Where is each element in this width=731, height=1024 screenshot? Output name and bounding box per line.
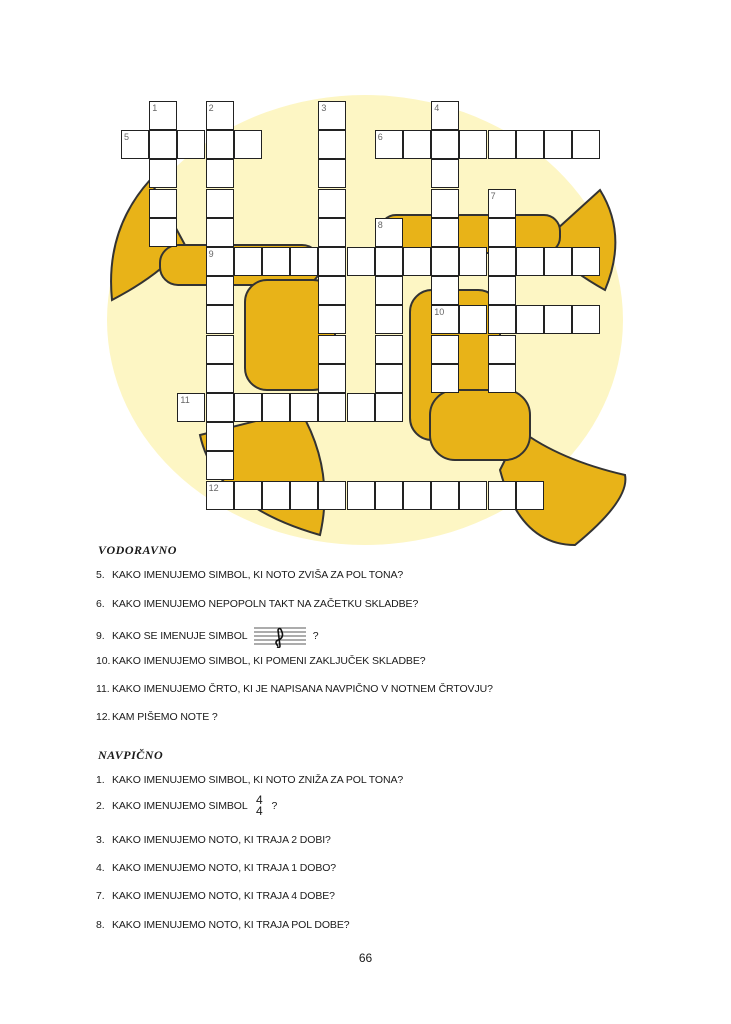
clue-number-label: 1 <box>152 103 158 113</box>
crossword-cell[interactable] <box>318 101 346 130</box>
page-number: 66 <box>358 951 373 965</box>
crossword-cell[interactable] <box>459 481 487 510</box>
clue-number-label: 6 <box>377 132 383 143</box>
crossword-cell[interactable] <box>403 130 431 159</box>
crossword-cell[interactable] <box>544 247 572 276</box>
crossword-cell[interactable] <box>544 305 572 334</box>
clue-horizontal-9 <box>96 624 319 648</box>
crossword-cell[interactable] <box>488 335 516 364</box>
crossword-cell[interactable] <box>431 247 459 276</box>
crossword-cell[interactable] <box>318 130 346 159</box>
clue-vertical-7 <box>96 890 335 902</box>
crossword-cell[interactable] <box>459 247 487 276</box>
crossword-cell[interactable] <box>149 101 177 130</box>
crossword-cell[interactable] <box>431 130 459 159</box>
crossword-cell[interactable] <box>488 130 516 159</box>
clue-horizontal-10 <box>96 655 425 667</box>
crossword-cell[interactable] <box>318 247 346 276</box>
crossword-cell[interactable] <box>431 335 459 364</box>
clue-number: 10. <box>96 655 111 667</box>
clue-text: KAKO IMENUJEMO NOTO, KI TRAJA 4 DOBE? <box>112 890 335 902</box>
crossword-cell[interactable] <box>234 130 262 159</box>
clue-number: 12. <box>96 711 111 723</box>
crossword-cell[interactable] <box>431 481 459 510</box>
time-signature-icon <box>256 795 263 817</box>
clue-number: 3. <box>96 834 105 846</box>
clue-number-label: 9 <box>208 249 214 259</box>
crossword-cell[interactable] <box>403 247 431 276</box>
clue-number-label: 4 <box>434 103 440 113</box>
clue-text: KAKO IMENUJEMO SIMBOL, KI NOTO ZVIŠA ZA POL TONA? <box>112 569 404 581</box>
crossword-cell[interactable] <box>431 101 459 130</box>
crossword-cell[interactable] <box>290 393 318 422</box>
crossword-cell[interactable] <box>347 481 375 510</box>
crossword-cell[interactable] <box>318 305 346 334</box>
vertical-heading: NAVPIČNO <box>98 748 164 762</box>
crossword-cell[interactable] <box>347 393 375 422</box>
crossword-cell[interactable] <box>206 422 234 451</box>
crossword-cell[interactable] <box>206 481 234 510</box>
crossword-cell[interactable] <box>375 218 403 247</box>
crossword-cell[interactable] <box>234 247 262 276</box>
clue-number-label: 10 <box>434 307 445 318</box>
crossword-cell[interactable] <box>262 247 290 276</box>
crossword-cell[interactable] <box>121 130 149 159</box>
crossword-cell[interactable] <box>459 130 487 159</box>
crossword-cell[interactable] <box>318 393 346 422</box>
clue-number-label: 7 <box>490 190 496 201</box>
clue-horizontal-5 <box>96 569 403 581</box>
clue-number-label: 12 <box>208 482 219 493</box>
crossword-cell[interactable] <box>431 159 459 188</box>
crossword-cell[interactable] <box>488 305 516 334</box>
clue-horizontal-11 <box>96 683 493 695</box>
crossword-cell[interactable] <box>234 481 262 510</box>
crossword-cell[interactable] <box>403 481 431 510</box>
crossword-cell[interactable] <box>206 451 234 480</box>
crossword-cell[interactable] <box>431 364 459 393</box>
crossword-cell[interactable] <box>375 276 403 305</box>
crossword-cell[interactable] <box>318 481 346 510</box>
crossword-cell[interactable] <box>516 481 544 510</box>
crossword-cell[interactable] <box>572 247 600 276</box>
crossword-cell[interactable] <box>488 276 516 305</box>
clue-number: 4. <box>96 862 105 874</box>
time-signature-bottom: 4 <box>256 804 263 818</box>
crossword-cell[interactable] <box>206 159 234 188</box>
crossword-cell[interactable] <box>375 481 403 510</box>
clue-number: 2. <box>96 799 105 812</box>
clue-text: KAKO IMENUJEMO NOTO, KI TRAJA 1 DOBO? <box>112 862 337 874</box>
clue-number-label: 5 <box>124 132 130 143</box>
crossword-cell[interactable] <box>206 276 234 305</box>
clue-number-label: 11 <box>180 395 190 405</box>
treble-clef-icon <box>254 624 306 648</box>
crossword-cell[interactable] <box>177 130 205 159</box>
crossword-cell[interactable] <box>431 218 459 247</box>
clue-horizontal-12 <box>96 711 218 723</box>
clue-number: 8. <box>96 919 105 931</box>
crossword-cell[interactable] <box>149 130 177 159</box>
crossword-cell[interactable] <box>375 335 403 364</box>
crossword-cell[interactable] <box>206 130 234 159</box>
crossword-cell[interactable] <box>262 393 290 422</box>
clue-text: KAKO IMENUJEMO SIMBOL, KI POMENI ZAKLJUČEK SKLADBE? <box>112 655 426 667</box>
crossword-cell[interactable] <box>375 393 403 422</box>
crossword-cell[interactable] <box>149 159 177 188</box>
crossword-cell[interactable] <box>206 247 234 276</box>
crossword-cell[interactable] <box>572 305 600 334</box>
crossword-cell[interactable] <box>206 305 234 334</box>
crossword-cell[interactable] <box>262 481 290 510</box>
crossword-cell[interactable] <box>206 218 234 247</box>
crossword-cell[interactable] <box>206 101 234 130</box>
crossword-cell[interactable] <box>318 276 346 305</box>
crossword-cell[interactable] <box>459 305 487 334</box>
crossword-cell[interactable] <box>234 393 262 422</box>
clue-text: KAKO IMENUJEMO SIMBOL <box>112 799 248 812</box>
clue-text: KAKO IMENUJEMO NOTO, KI TRAJA POL DOBE? <box>112 919 350 931</box>
crossword-cell[interactable] <box>516 305 544 334</box>
clue-number-label: 2 <box>208 103 214 113</box>
clue-number: 6. <box>96 598 105 610</box>
crossword-cell[interactable] <box>375 130 403 159</box>
trumpet-tube-lower <box>430 390 530 460</box>
crossword-cell[interactable] <box>290 481 318 510</box>
clue-number: 11. <box>96 683 110 695</box>
crossword-cell[interactable] <box>347 247 375 276</box>
clue-number: 7. <box>96 890 105 902</box>
crossword-cell[interactable] <box>572 130 600 159</box>
crossword-cell[interactable] <box>431 276 459 305</box>
crossword-cell[interactable] <box>318 364 346 393</box>
crossword-cell[interactable] <box>318 335 346 364</box>
crossword-cell[interactable] <box>488 247 516 276</box>
horizontal-heading: VODORAVNO <box>98 543 177 557</box>
clue-number: 5. <box>96 569 105 581</box>
clue-number: 9. <box>96 629 105 642</box>
clue-number-label: 8 <box>377 219 383 230</box>
clue-text: KAM PIŠEMO NOTE ? <box>112 711 218 723</box>
clue-vertical-4 <box>96 862 336 874</box>
clue-number-label: 3 <box>321 103 327 113</box>
crossword-cell[interactable] <box>206 189 234 218</box>
crossword-cell[interactable] <box>375 364 403 393</box>
clue-text: KAKO IMENUJEMO NOTO, KI TRAJA 2 DOBI? <box>112 834 331 846</box>
clue-text: KAKO SE IMENUJE SIMBOL <box>112 629 248 642</box>
crossword-cell[interactable] <box>206 335 234 364</box>
clue-vertical-2 <box>96 795 277 817</box>
crossword-cell[interactable] <box>488 364 516 393</box>
clue-text: KAKO IMENUJEMO ČRTO, KI JE NAPISANA NAVPIČNO V NOTNEM ČRTOVJU? <box>112 683 493 695</box>
crossword-cell[interactable] <box>544 130 572 159</box>
clue-horizontal-6 <box>96 598 418 610</box>
crossword-cell[interactable] <box>290 247 318 276</box>
crossword-cell[interactable] <box>516 247 544 276</box>
crossword-cell[interactable] <box>488 189 516 218</box>
clue-suffix: ? <box>271 799 278 812</box>
crossword-cell[interactable] <box>516 130 544 159</box>
clue-vertical-8 <box>96 919 349 931</box>
crossword-cell[interactable] <box>375 247 403 276</box>
crossword-cell[interactable] <box>488 218 516 247</box>
crossword-cell[interactable] <box>375 305 403 334</box>
crossword-cell[interactable] <box>431 305 459 334</box>
crossword-cell[interactable] <box>318 218 346 247</box>
clue-suffix: ? <box>312 629 319 642</box>
crossword-cell[interactable] <box>149 218 177 247</box>
clue-vertical-1 <box>96 774 403 786</box>
clue-text: KAKO IMENUJEMO SIMBOL, KI NOTO ZNIŽA ZA POL TONA? <box>112 774 404 786</box>
clue-number: 1. <box>96 774 105 786</box>
crossword-cell[interactable] <box>206 364 234 393</box>
crossword-cell[interactable] <box>177 393 205 422</box>
crossword-cell[interactable] <box>318 189 346 218</box>
crossword-cell[interactable] <box>431 189 459 218</box>
crossword-cell[interactable] <box>318 159 346 188</box>
crossword-cell[interactable] <box>206 393 234 422</box>
clue-vertical-3 <box>96 834 331 846</box>
crossword-cell[interactable] <box>488 481 516 510</box>
crossword-cell[interactable] <box>149 189 177 218</box>
time-signature-top: 4 <box>256 793 263 807</box>
clue-text: KAKO IMENUJEMO NEPOPOLN TAKT NA ZAČETKU SKLADBE? <box>112 598 419 610</box>
